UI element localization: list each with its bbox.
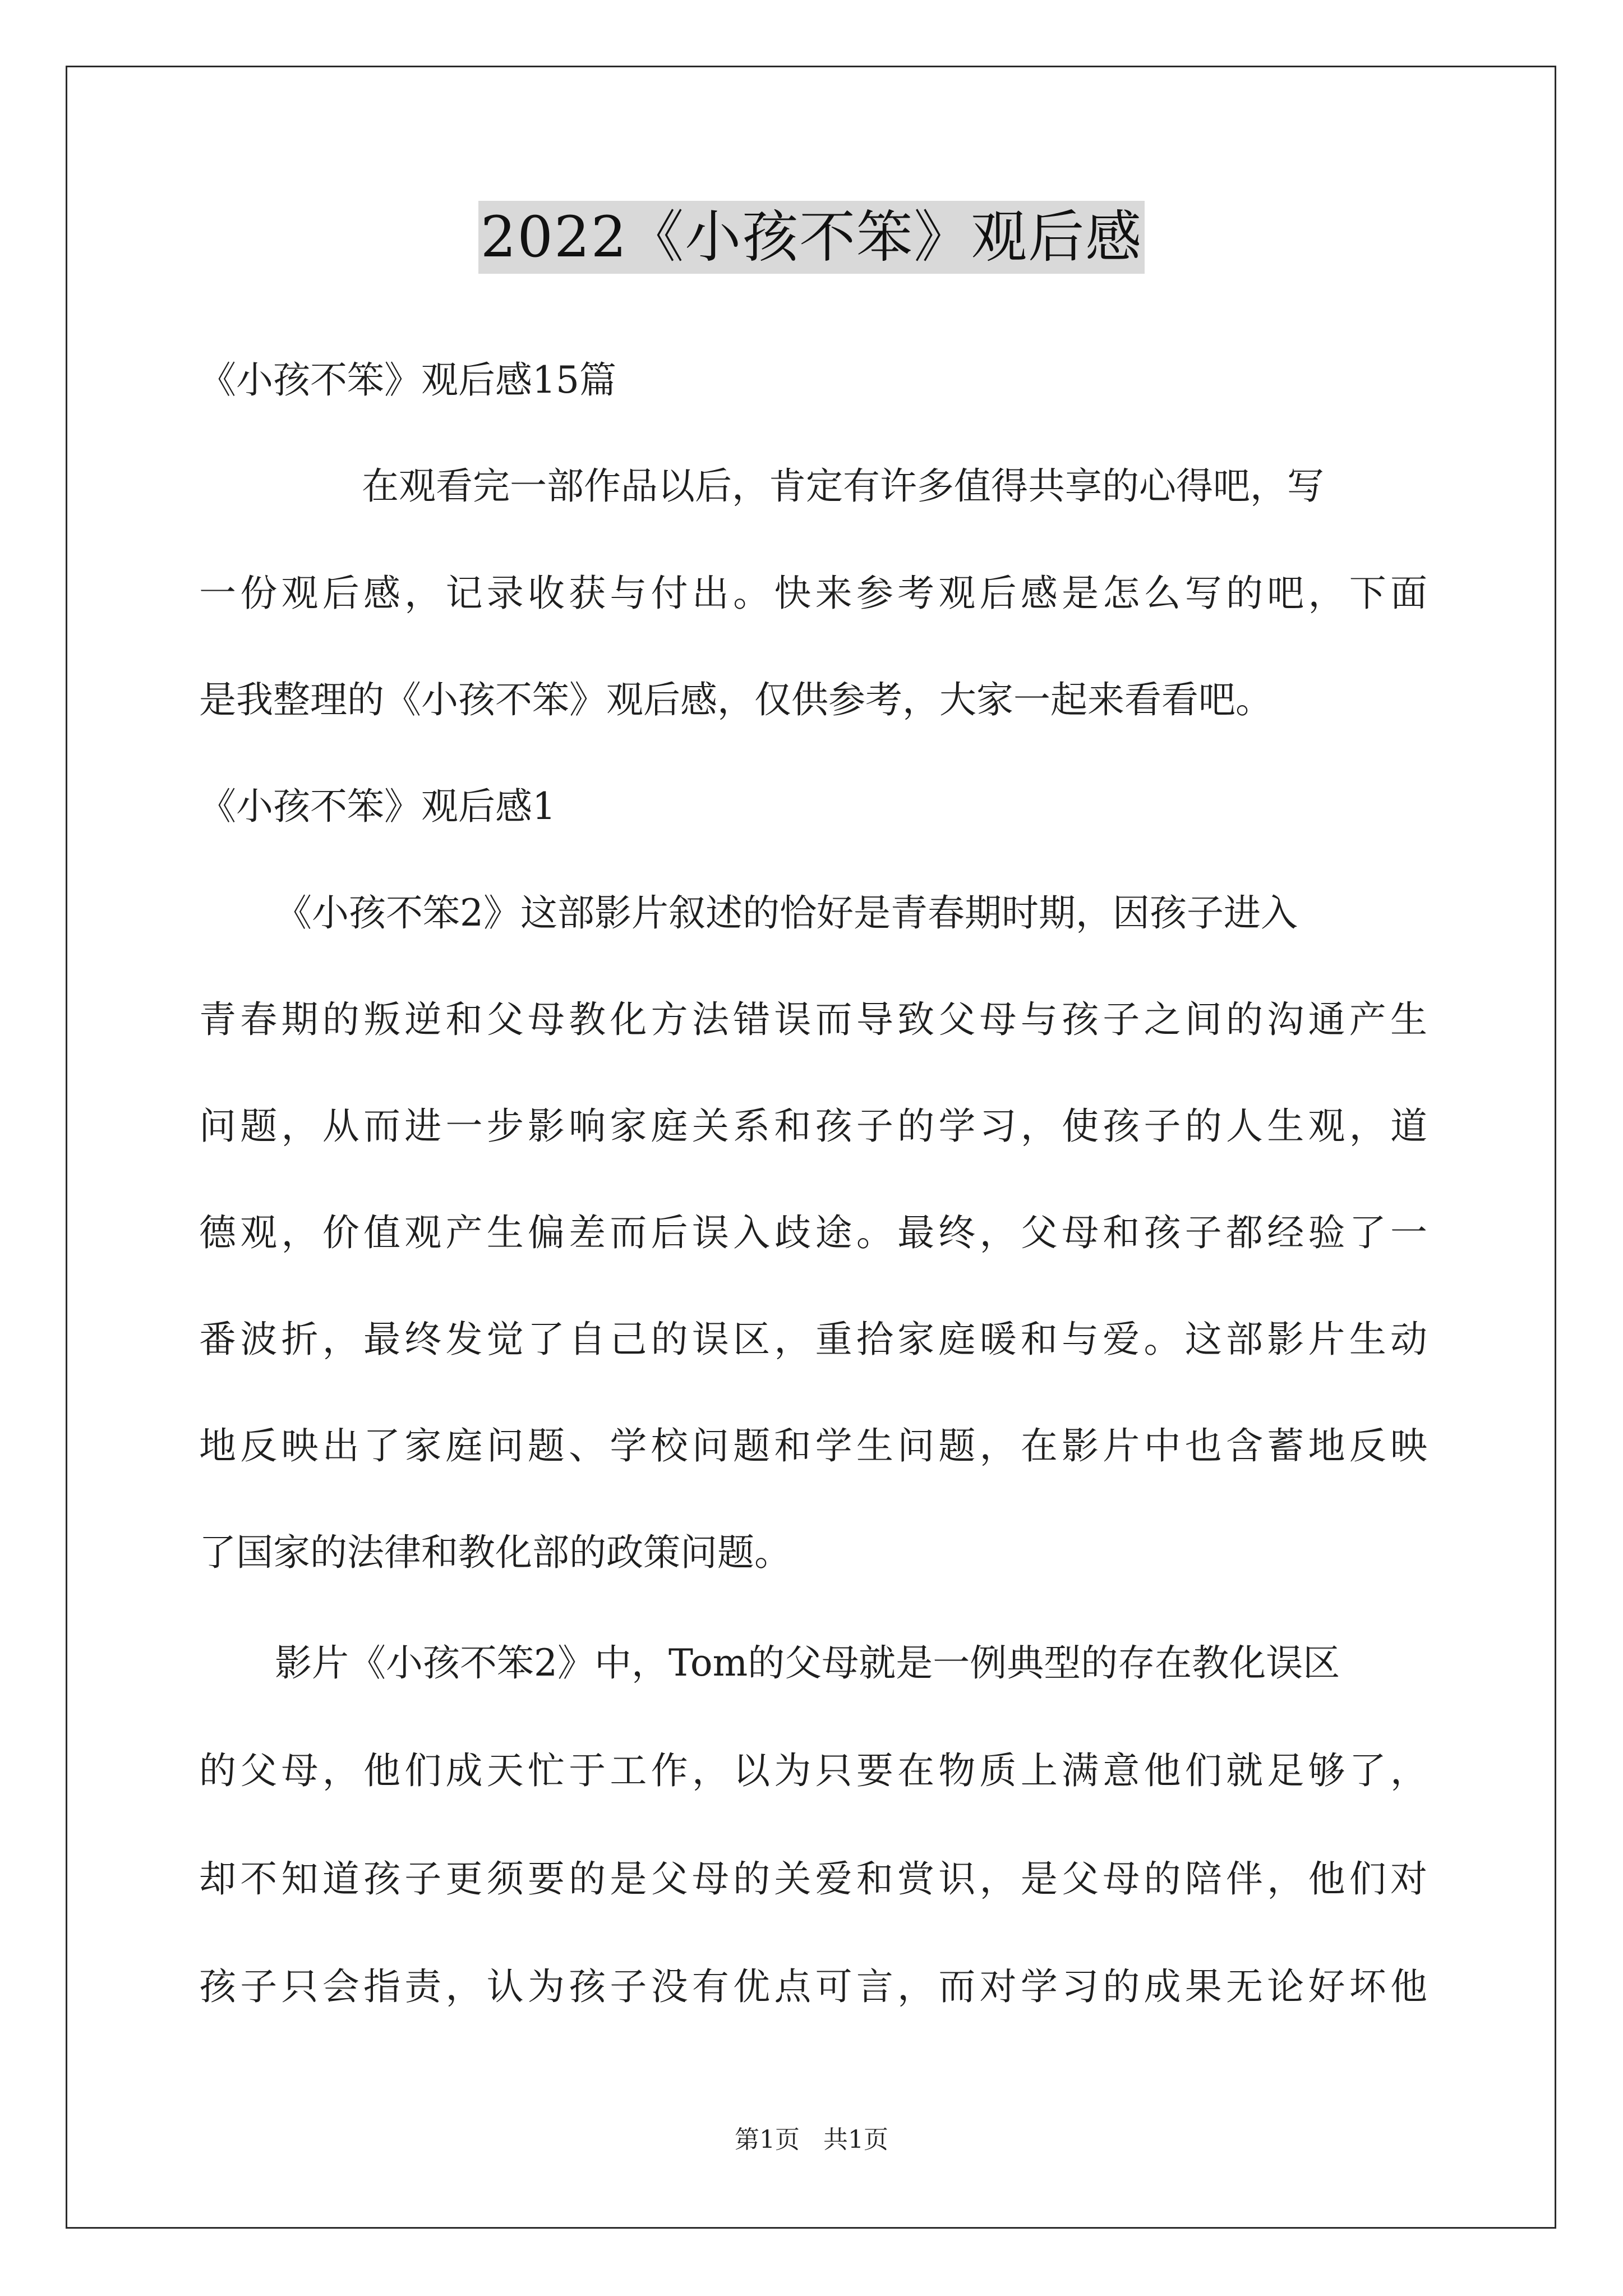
paragraph-line: 青春期的叛逆和父母教化方法错误而导致父母与孩子之间的沟通产生 xyxy=(199,998,1427,1041)
paragraph-line: 番波折，最终发觉了自己的误区，重拾家庭暖和与爱。这部影片生动 xyxy=(199,1318,1427,1361)
intro-line: 是我整理的《小孩不笨》观后感，仅供参考，大家一起来看看吧。 xyxy=(199,678,1272,721)
intro-line: 一份观后感，记录收获与付出。快来参考观后感是怎么写的吧，下面 xyxy=(199,572,1427,615)
paragraph-line: 德观，价值观产生偏差而后误入歧途。最终，父母和孩子都经验了一 xyxy=(199,1211,1427,1254)
page-footer: 第1页 共1页 xyxy=(735,2125,888,2154)
paragraph-line: 却不知道孩子更须要的是父母的关爱和赏识，是父母的陪伴，他们对 xyxy=(199,1857,1427,1901)
subtitle: 《小孩不笨》观后感15篇 xyxy=(199,358,616,402)
paragraph-line: 问题，从而进一步影响家庭关系和孩子的学习，使孩子的人生观，道 xyxy=(199,1105,1427,1148)
title-container xyxy=(0,201,1623,274)
paragraph-line: 了国家的法律和教化部的政策问题。 xyxy=(199,1531,791,1574)
section-heading: 《小孩不笨》观后感1 xyxy=(199,785,556,828)
paragraph-line: 《小孩不笨2》这部影片叙述的恰好是青春期时期，因孩子进入 xyxy=(275,891,1298,935)
document-title: 2022《小孩不笨》观后感 xyxy=(478,201,1145,274)
paragraph-line: 地反映出了家庭问题、学校问题和学生问题，在影片中也含蓄地反映 xyxy=(199,1424,1427,1467)
paragraph-line: 的父母，他们成天忙于工作，以为只要在物质上满意他们就足够了， xyxy=(199,1749,1427,1792)
paragraph-line: 影片《小孩不笨2》中，Tom的父母就是一例典型的存在教化误区 xyxy=(275,1641,1340,1685)
intro-line: 在观看完一部作品以后，肯定有许多值得共享的心得吧，写 xyxy=(362,464,1324,508)
paragraph-line: 孩子只会指责，认为孩子没有优点可言，而对学习的成果无论好坏他 xyxy=(199,1965,1427,2008)
